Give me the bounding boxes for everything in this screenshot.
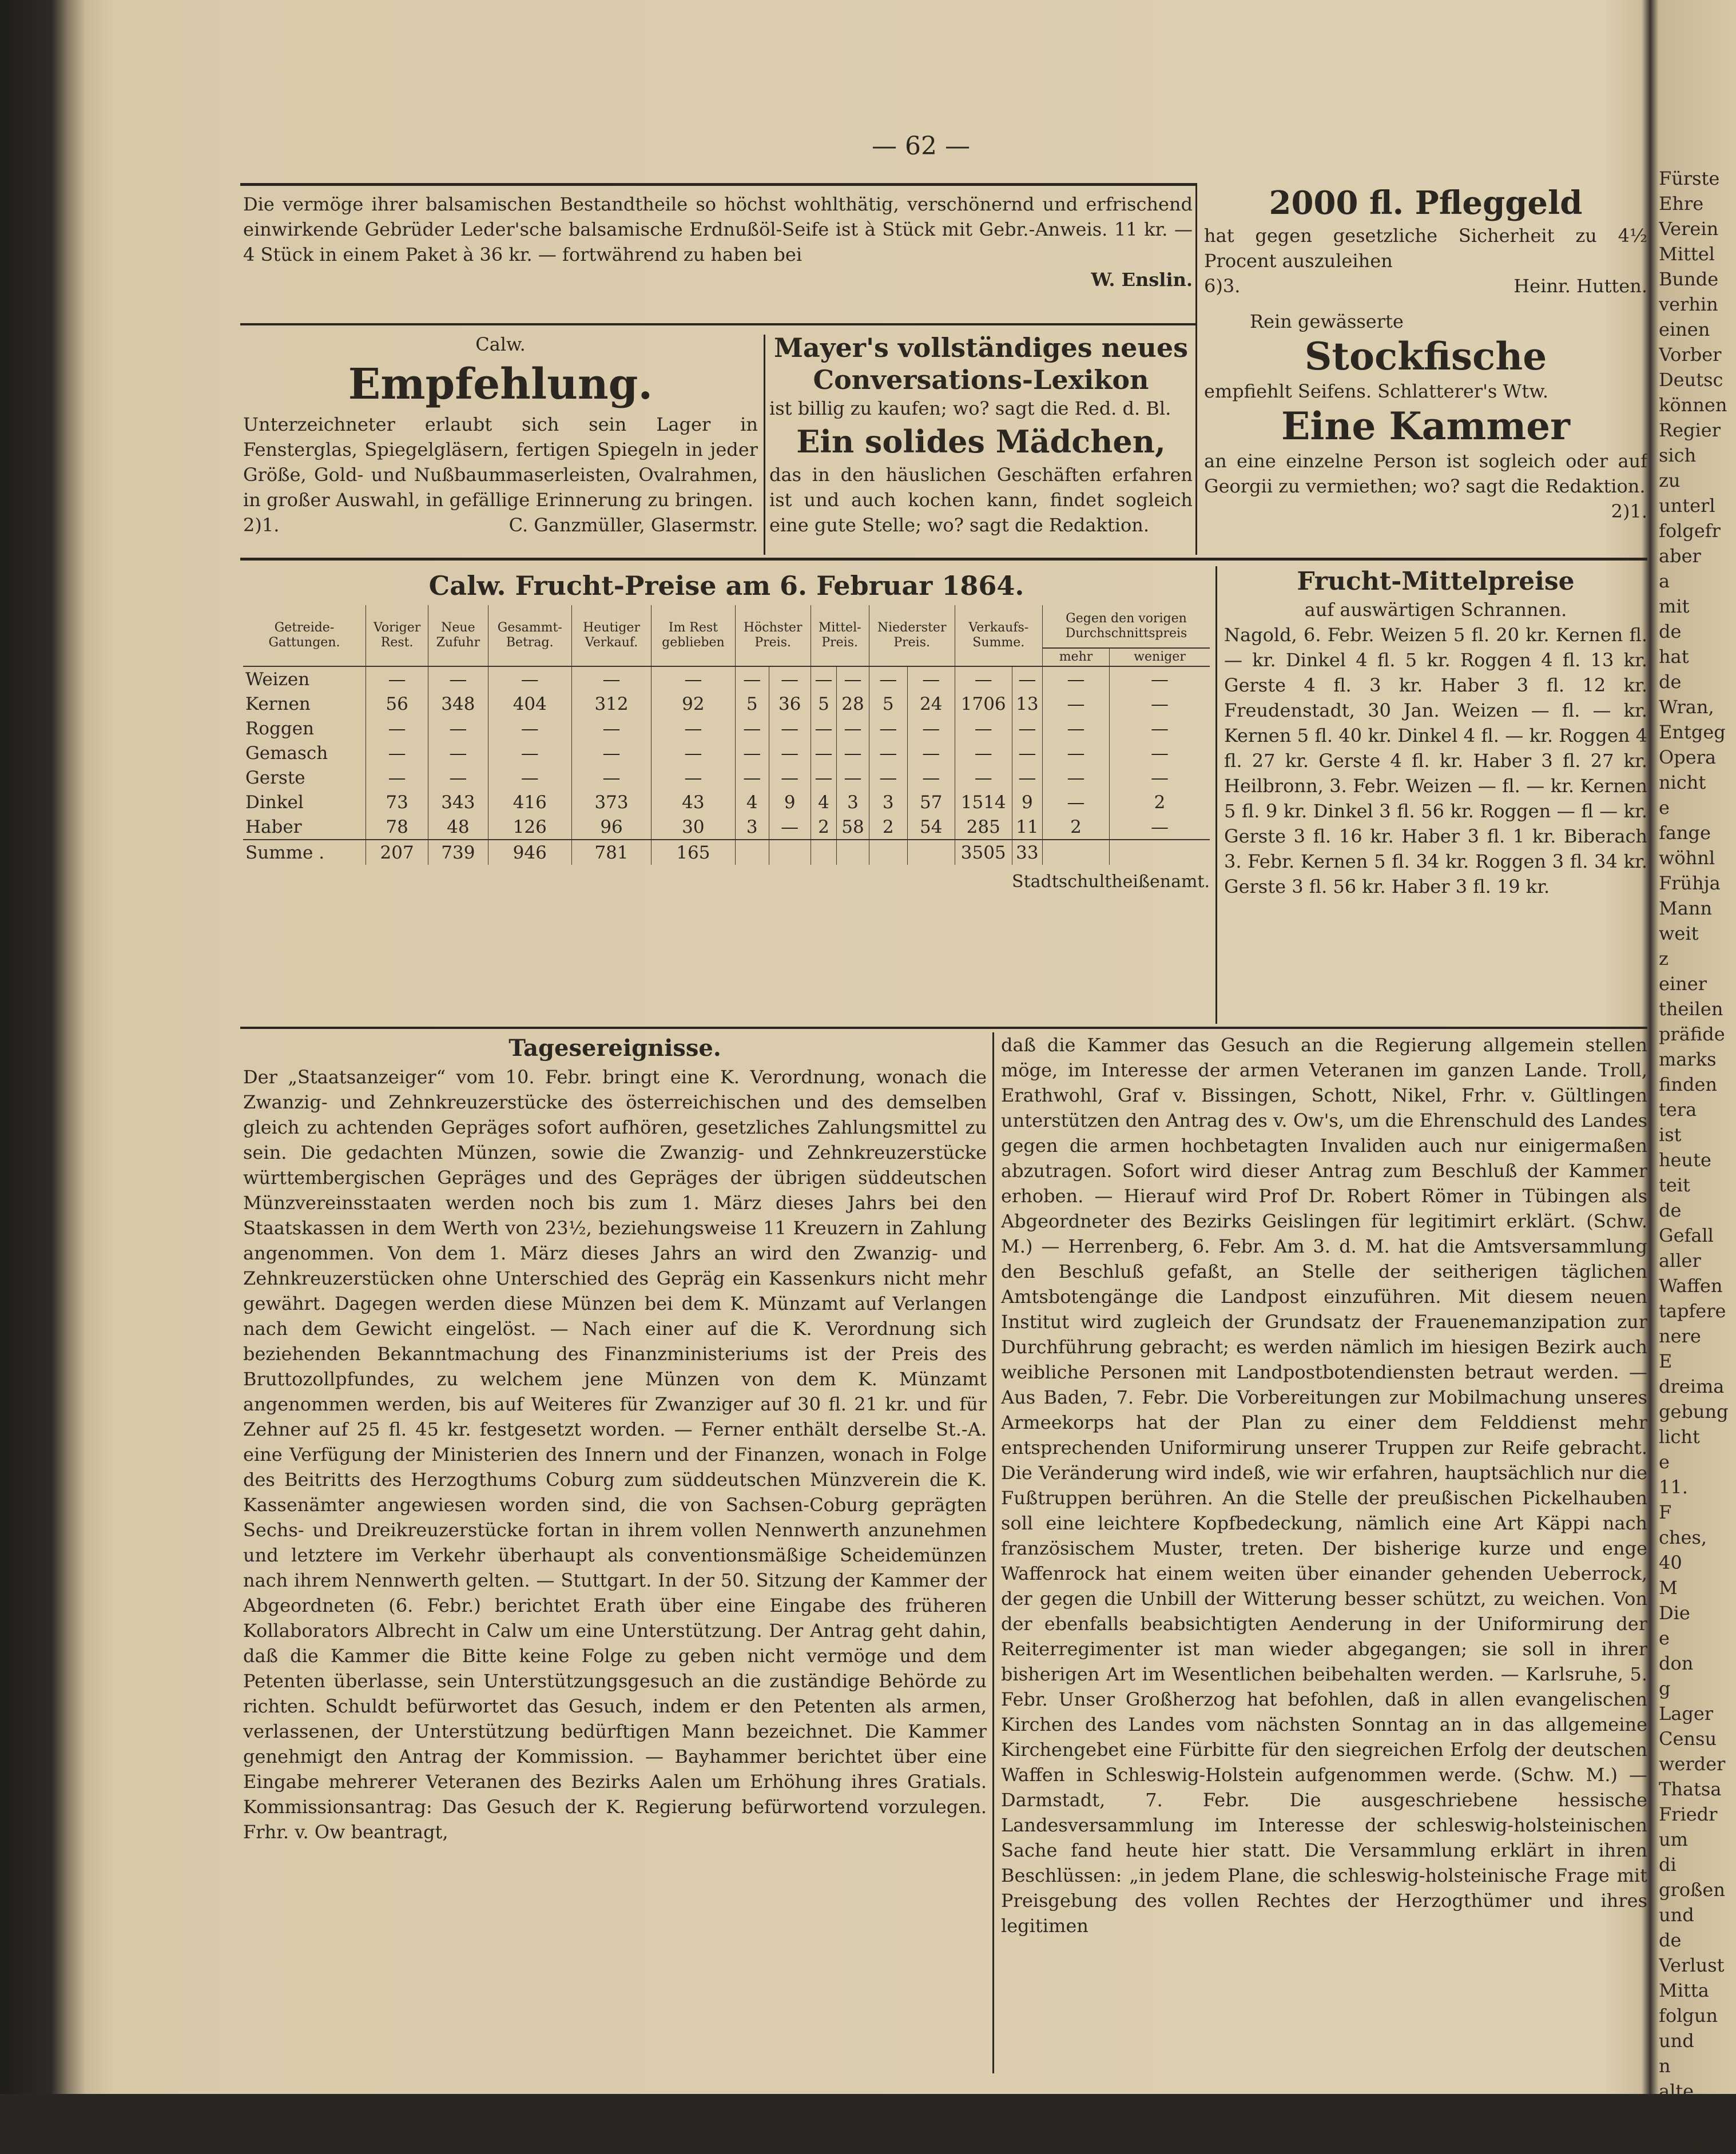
ad-maedchen-text: das in den häuslichen Geschäften erfahren ist und auch kochen kann, findet sogleich eine gute Stelle; wo? sagt die Redaktion. bbox=[769, 464, 1193, 536]
price-cell: 36 bbox=[769, 691, 811, 716]
price-cell: 285 bbox=[955, 814, 1012, 840]
price-cell: 1706 bbox=[955, 691, 1012, 716]
price-cell: 2 bbox=[1042, 814, 1109, 840]
th-zufuhr: Neue Zufuhr bbox=[428, 605, 488, 666]
ad-maedchen-title: Ein solides Mädchen, bbox=[796, 423, 1166, 460]
price-cell: — bbox=[769, 666, 811, 691]
price-cell: — bbox=[869, 765, 907, 790]
price-cell: — bbox=[735, 741, 769, 765]
price-cell: — bbox=[1042, 741, 1109, 765]
price-cell: 3 bbox=[837, 790, 869, 814]
grain-name: Roggen bbox=[245, 718, 315, 739]
price-cell: — bbox=[366, 741, 428, 765]
price-cell: 11 bbox=[1012, 814, 1042, 840]
price-cell: 3 bbox=[735, 814, 769, 840]
news-col1-text: Der „Staatsanzeiger“ vom 10. Febr. bringt eine K. Verordnung, wonach die Zwanzig- und Zehnkreuzerstücke des österreichischen und des demselben gleich zu achtenden Gepräges sofort aufhören, gesetzliches Zahlungsmittel zu sein. Die gedachten Münzen, sowie die Zwanzig- und Zehnkreuzerstücke württembergischen Gepräges und des Gepräges der übrigen süddeutschen Münzvereinsstaaten werden noch bis zum 1. März dieses Jahrs bei den Staatskassen in dem Werth von 23½, beziehungsweise 11 Kreuzern in Zahlung angenommen. Von dem 1. März dieses Jahrs an wird den Zwanzig- und Zehnkreuzerstücken ohne Unterschied des Gepräg ein Kassenkurs nicht mehr gewährt. Dagegen werden diese Münzen bei dem K. Münzamt auf Verlangen nach dem Gewicht eingelöst. — Nach einer auf die K. Verordnung sich beziehenden Bekanntmachung des Finanzministeriums ist der Preis des Bruttozollpfundes, zu welchem jene Münzen von dem K. Münzamt angenommen werden, bis auf Weiteres für Zwanziger auf 30 fl. 21 kr. und für Zehner auf 25 fl. 45 kr. festgesetzt worden. — Ferner enthält derselbe St.-A. eine Verfügung der Ministerien des Innern und der Finanzen, wonach in Folge des Beitritts des Herzogthums Coburg zum süddeutschen Münzverein die K. Kassenämter angewiesen worden sind, die von Sachsen-Coburg geprägten Sechs- und Dreikreuzerstücke fortan in ihrem vollen Nennwerth anzunehmen und letztere im Verkehr überhaupt als conventionsmäßige Scheidemünzen nach ihrem Nennwerth gelten. — Stuttgart. In der 50. Sitzung der Kammer der Abgeordneten (6. Febr.) berichtet Erath über eine Eingabe des früheren Kollaborators Albrecht in Calw um eine Unterstützung. Der Antrag geht dahin, daß die Kammer die Bitte keine Folge zu geben nicht vermöge und dem Petenten überlasse, sein Unterstützungsgesuch an die zuständige Behörde zu richten. Schuldt befürwortet das Gesuch, indem er den Petenten als armen, verlassenen, der Unterstützung bedürftigen Mann bezeichnet. Die Kammer genehmigt den Antrag der Kommission. — Bayhammer berichtet über eine Eingabe mehrerer Veteranen des Bezirks Aalen um Erhöhung ihres Gratials. Kommissionsantrag: Das Gesuch der K. Regierung befürwortend vorzulegen. Frhr. v. Ow beantragt, bbox=[243, 1066, 987, 1843]
price-cell: 946 bbox=[488, 840, 571, 865]
price-cell: 1514 bbox=[955, 790, 1012, 814]
price-cell: 9 bbox=[769, 790, 811, 814]
price-cell: — bbox=[811, 716, 837, 741]
price-row bbox=[243, 716, 1210, 741]
price-cell: — bbox=[955, 741, 1012, 765]
price-cell: — bbox=[955, 666, 1012, 691]
ad-empf-name: C. Ganzmüller, Glasermstr. bbox=[509, 514, 758, 536]
price-cell: 373 bbox=[572, 790, 652, 814]
price-cell: — bbox=[869, 741, 907, 765]
price-cell: — bbox=[907, 741, 955, 765]
ad-kammer-title: Eine Kammer bbox=[1281, 404, 1570, 448]
price-cell: — bbox=[837, 741, 869, 765]
price-cell: — bbox=[735, 765, 769, 790]
price-cell: 5 bbox=[811, 691, 837, 716]
price-cell bbox=[869, 840, 907, 865]
mittelpreise-text: Nagold, 6. Febr. Weizen 5 fl. 20 kr. Kernen fl. — kr. Dinkel 4 fl. 5 kr. Roggen 4 fl. 13 kr. Gerste 4 fl. 3 kr. Haber 3 fl. 12 kr. Freudenstadt, 30 Jan. Weizen — fl. — kr. Kernen 5 fl. 40 kr. Dinkel 4 fl. — kr. Roggen 4 fl. 27 kr. Gerste 4 fl. kr. Haber 3 fl. 27 kr. Heilbronn, 3. Febr. Weizen — fl. — kr. Kernen 5 fl. 9 kr. Dinkel 3 fl. 56 kr. Roggen — fl — kr. Gerste 3 fl. 16 kr. Haber 3 fl. 1 kr. Biberach 3. Febr. Kernen 5 fl. 34 kr. Roggen 3 fl. 34 kr. Gerste 3 fl. 56 kr. Haber 3 fl. 19 kr. bbox=[1224, 624, 1647, 897]
price-cell: — bbox=[366, 716, 428, 741]
price-cell: — bbox=[1110, 814, 1210, 840]
ad-lexikon-title: Mayer's vollständiges neues Conversations-Lexikon bbox=[773, 332, 1188, 395]
ad-rule bbox=[240, 323, 1195, 325]
price-cell: 126 bbox=[488, 814, 571, 840]
ad-empf-title: Empfehlung. bbox=[348, 360, 653, 409]
price-footer: Stadtschultheißenamt. bbox=[1012, 872, 1210, 892]
ad-empf-ref: 2)1. bbox=[243, 514, 280, 536]
th-gattung: Getreide-Gattungen. bbox=[243, 605, 366, 666]
ad-stock-title: Stockfische bbox=[1304, 334, 1547, 379]
price-cell: — bbox=[1042, 716, 1109, 741]
price-cell: — bbox=[811, 666, 837, 691]
ad-empfehlung bbox=[243, 332, 758, 555]
price-cell: 4 bbox=[811, 790, 837, 814]
ad-soap bbox=[243, 192, 1193, 306]
price-cell: — bbox=[652, 765, 736, 790]
ad-pflegegeld-ref: 6)3. bbox=[1204, 275, 1241, 297]
ad-column-rule bbox=[1195, 183, 1197, 555]
price-cell: 5 bbox=[869, 691, 907, 716]
price-cell: — bbox=[366, 765, 428, 790]
mittelpreise-subtitle: auf auswärtigen Schrannen. bbox=[1304, 599, 1567, 621]
page-number: — 62 — bbox=[872, 132, 970, 161]
price-cell: — bbox=[1042, 765, 1109, 790]
price-cell: — bbox=[837, 716, 869, 741]
ad-stock-kammer bbox=[1204, 309, 1647, 555]
news-rule bbox=[240, 1027, 1647, 1029]
price-row bbox=[243, 765, 1210, 790]
price-cell: — bbox=[769, 716, 811, 741]
ad-empf-place: Calw. bbox=[475, 333, 526, 355]
price-cell: — bbox=[488, 741, 571, 765]
price-cell: — bbox=[1042, 691, 1109, 716]
price-cell bbox=[1042, 840, 1109, 865]
price-cell: — bbox=[955, 716, 1012, 741]
price-cell: 2 bbox=[1110, 790, 1210, 814]
price-cell bbox=[769, 840, 811, 865]
th-imrest: Im Rest geblieben bbox=[652, 605, 736, 666]
ad-pflegegeld-name: Heinr. Hutten. bbox=[1513, 275, 1647, 297]
price-cell: — bbox=[1012, 765, 1042, 790]
mittelpreise-section bbox=[1224, 566, 1647, 1024]
price-cell: 78 bbox=[366, 814, 428, 840]
ad-empf-text: Unterzeichneter erlaubt sich sein Lager in Fensterglas, Spiegelgläsern, fertigen Spiegeln in jeder Größe, Gold- und Nußbaummaserleisten, Ovalrahmen, in großer Auswahl, in gefällige Erinnerung zu bringen. bbox=[243, 414, 758, 511]
price-row bbox=[243, 691, 1210, 716]
price-cell: — bbox=[572, 765, 652, 790]
price-cell: 43 bbox=[652, 790, 736, 814]
price-cell: 92 bbox=[652, 691, 736, 716]
price-cell: 9 bbox=[1012, 790, 1042, 814]
th-vergleich: Gegen den vorigen Durchschnittspreis bbox=[1042, 605, 1210, 648]
th-hoechst: Höchster Preis. bbox=[735, 605, 811, 666]
facing-page-edge bbox=[1659, 166, 1736, 2154]
price-cell: — bbox=[769, 741, 811, 765]
price-cell: — bbox=[1110, 691, 1210, 716]
price-cell: — bbox=[1012, 666, 1042, 691]
ad-stock-text: empfiehlt Seifens. Schlatterer's Wtw. bbox=[1204, 380, 1549, 402]
news-col-2 bbox=[1001, 1032, 1647, 2076]
price-cell: 343 bbox=[428, 790, 488, 814]
th-verkauf: Heutiger Verkauf. bbox=[572, 605, 652, 666]
th-rest: Voriger Rest. bbox=[366, 605, 428, 666]
price-cell: 28 bbox=[837, 691, 869, 716]
th-weniger: weniger bbox=[1110, 648, 1210, 666]
price-cell: 24 bbox=[907, 691, 955, 716]
price-title: Calw. Frucht-Preise am 6. Februar 1864. bbox=[428, 570, 1024, 601]
th-gesammt: Gesammt-Betrag. bbox=[488, 605, 571, 666]
section-rule bbox=[240, 558, 1647, 561]
price-cell: — bbox=[428, 741, 488, 765]
th-nieder: Niederster Preis. bbox=[869, 605, 955, 666]
price-cell: — bbox=[955, 765, 1012, 790]
price-cell: — bbox=[837, 666, 869, 691]
price-cell: 165 bbox=[652, 840, 736, 865]
grain-name: Kernen bbox=[245, 693, 311, 714]
grain-name: Dinkel bbox=[245, 792, 304, 813]
price-row bbox=[243, 814, 1210, 840]
price-cell bbox=[811, 840, 837, 865]
price-cell: — bbox=[572, 741, 652, 765]
price-cell: 781 bbox=[572, 840, 652, 865]
price-cell: 2 bbox=[811, 814, 837, 840]
price-cell: 4 bbox=[735, 790, 769, 814]
price-cell bbox=[837, 840, 869, 865]
price-cell: — bbox=[572, 666, 652, 691]
price-cell: — bbox=[428, 666, 488, 691]
price-cell: — bbox=[488, 765, 571, 790]
th-summe: Verkaufs-Summe. bbox=[955, 605, 1042, 666]
price-cell: — bbox=[735, 716, 769, 741]
price-cell: — bbox=[769, 765, 811, 790]
price-cell: — bbox=[652, 666, 736, 691]
price-cell: 207 bbox=[366, 840, 428, 865]
price-cell bbox=[1110, 840, 1210, 865]
price-row bbox=[243, 790, 1210, 814]
ad-pflegegeld-text: hat gegen gesetzliche Sicherheit zu 4½ Procent auszuleihen bbox=[1204, 225, 1647, 272]
price-cell: — bbox=[1012, 716, 1042, 741]
price-cell: 404 bbox=[488, 691, 571, 716]
price-cell bbox=[735, 840, 769, 865]
price-cell: 33 bbox=[1012, 840, 1042, 865]
price-cell: 56 bbox=[366, 691, 428, 716]
ad-pflegegeld-title: 2000 fl. Pfleggeld bbox=[1269, 184, 1583, 222]
th-mehr: mehr bbox=[1042, 648, 1109, 666]
price-cell: — bbox=[652, 741, 736, 765]
grain-name: Haber bbox=[245, 816, 302, 837]
price-cell: — bbox=[869, 666, 907, 691]
top-rule bbox=[240, 183, 1195, 186]
price-cell: 13 bbox=[1012, 691, 1042, 716]
price-cell: — bbox=[907, 765, 955, 790]
price-sum-row bbox=[243, 840, 1210, 865]
price-cell: — bbox=[907, 666, 955, 691]
price-cell: — bbox=[1042, 790, 1109, 814]
ad-kammer-ref: 2)1. bbox=[1611, 500, 1647, 522]
price-cell: — bbox=[488, 666, 571, 691]
price-cell: — bbox=[837, 765, 869, 790]
mittelpreise-title: Frucht-Mittelpreise bbox=[1297, 567, 1575, 596]
price-cell: 54 bbox=[907, 814, 955, 840]
price-section bbox=[243, 566, 1210, 1024]
price-cell: — bbox=[1110, 765, 1210, 790]
grain-name: Summe . bbox=[243, 840, 366, 865]
price-cell: 96 bbox=[572, 814, 652, 840]
grain-name: Gemasch bbox=[245, 742, 328, 764]
price-cell: 30 bbox=[652, 814, 736, 840]
price-cell: 58 bbox=[837, 814, 869, 840]
price-cell: — bbox=[869, 716, 907, 741]
news-col-1 bbox=[243, 1032, 987, 2076]
price-cell: 3 bbox=[869, 790, 907, 814]
price-row bbox=[243, 741, 1210, 765]
price-cell: — bbox=[366, 666, 428, 691]
price-table bbox=[243, 605, 1210, 865]
ad-lexikon-text: ist billig zu kaufen; wo? sagt die Red. d. Bl. bbox=[769, 398, 1171, 419]
price-cell: 3505 bbox=[955, 840, 1012, 865]
price-cell: 73 bbox=[366, 790, 428, 814]
price-cell: — bbox=[1110, 666, 1210, 691]
price-cell: 57 bbox=[907, 790, 955, 814]
price-cell: 2 bbox=[869, 814, 907, 840]
price-cell: — bbox=[735, 666, 769, 691]
price-cell: — bbox=[652, 716, 736, 741]
ad-soap-seller: W. Enslin. bbox=[1091, 269, 1193, 291]
ad-lexikon-maedchen bbox=[769, 332, 1193, 555]
price-cell: — bbox=[572, 716, 652, 741]
price-cell: — bbox=[1012, 741, 1042, 765]
price-cell: 416 bbox=[488, 790, 571, 814]
ad-column-rule-2 bbox=[764, 335, 765, 555]
price-cell: — bbox=[428, 716, 488, 741]
ad-soap-text: Die vermöge ihrer balsamischen Bestandtheile so höchst wohlthätig, verschönernd und erfrischend einwirkende Gebrüder Leder'sche balsamische Erdnußöl-Seife ist à Stück mit Gebr.-Anweis. 11 kr. — 4 Stück in einem Paket à 36 kr. — fortwährend zu haben bei bbox=[243, 193, 1193, 265]
price-cell: — bbox=[428, 765, 488, 790]
ad-stock-pre: Rein gewässerte bbox=[1250, 311, 1404, 332]
price-cell: 48 bbox=[428, 814, 488, 840]
ad-pflegegeld bbox=[1204, 183, 1647, 297]
ad-kammer-text: an eine einzelne Person ist sogleich oder auf Georgii zu vermiethen; wo? sagt die Redaktion. bbox=[1204, 450, 1647, 497]
price-cell: — bbox=[811, 741, 837, 765]
price-cell: 312 bbox=[572, 691, 652, 716]
price-cell: — bbox=[907, 716, 955, 741]
grain-name: Gerste bbox=[245, 767, 305, 788]
grain-name: Weizen bbox=[245, 669, 310, 690]
price-row bbox=[243, 666, 1210, 691]
price-cell: — bbox=[1110, 741, 1210, 765]
news-column-rule bbox=[992, 1032, 994, 2073]
price-column-rule bbox=[1215, 566, 1217, 1024]
price-cell: — bbox=[488, 716, 571, 741]
price-cell: — bbox=[811, 765, 837, 790]
newspaper-page bbox=[86, 17, 1647, 2076]
price-cell: 739 bbox=[428, 840, 488, 865]
news-title: Tagesereignisse. bbox=[509, 1035, 721, 1062]
facing-page-text: Fürste Ehre Verein Mittel Bunde verhin einen Vorber Deutsc können Regier sich zu unterl folgefr aber a mit de hat de Wran, Entgeg Opera nicht e fange wöhnl Frühja Mann weit z einer theilen präfide marks finden tera ist heute teit de Gefall aller Waffen tapfere nere E dreima gebung licht e 11. F ches, 40 M Die e don g Lager Censu werder Thatsa Friedr um di großen und de Verlust Mitta folgun und n alte S Kupfer bbox=[1659, 168, 1729, 2152]
price-cell: — bbox=[769, 814, 811, 840]
news-col2-text: daß die Kammer das Gesuch an die Regierung allgemein stellen möge, im Interesse der armen Veteranen im ganzen Lande. Troll, Erathwohl, Graf v. Bissingen, Schott, Nikel, Frhr. v. Gültlingen unterstützen den Antrag des v. Ow's, um die Ehrenschuld des Landes gegen die armen hochbetagten Invaliden auch nur einigermaßen abzutragen. Sofort wird dieser Antrag zum Beschluß der Kammer erhoben. — Hierauf wird Prof Dr. Robert Römer in Tübingen als Abgeordneter des Bezirks Geislingen für legitimirt erklärt. (Schw. M.) — Herrenberg, 6. Febr. Am 3. d. M. hat die Amtsversammlung den Beschluß gefaßt, an Stelle der seitherigen täglichen Amtsbotengänge die Landpost einzuführen. Mit diesem neuen Institut wird zugleich der Grundsatz der Frauenemanzipation zur Durchführung gebracht; es werden nämlich im hiesigen Bezirk auch weibliche Personen mit Landpostbotendiensten betraut werden. — Aus Baden, 7. Febr. Die Vorbereitungen zur Mobilmachung unseres Armeekorps hat der Plan zu einer dem Felddienst mehr entsprechenden Uniformirung unserer Truppen zur Reife gebracht. Die Veränderung wird indeß, wie wir erfahren, hauptsächlich nur die Fußtruppen berühren. An die Stelle der preußischen Pickelhauben soll eine leichtere Kopfbedeckung, nämlich eine Art Käppi nach französischem Muster, treten. Der bisherige kurze und enge Waffenrock hat einem weiten über einander gehenden Ueberrock, der gegen die Unbill der Witterung besser schützt, zu weichen. Von der ebenfalls beabsichtigten Aenderung in der Uniformirung der Reiterregimenter ist man wieder abgegangen; sie soll in ihrer bisherigen Art im Wesentlichen beibehalten werden. — Karlsruhe, 5. Febr. Unser Großherzog hat befohlen, daß in allen evangelischen Kirchen des Landes vom nächsten Sonntag an in das allgemeine Kirchengebet eine Fürbitte für den siegreichen Erfolg der deutschen Waffen in Schleswig-Holstein aufgenommen werde. (Schw. M.) — Darmstadt, 7. Febr. Die ausgeschriebene hessische Landesversammlung im Interesse der schleswig-holsteinischen Sache fand heute hier statt. Die Versammlung erklärt in ihren Beschlüssen: „in jedem Plane, die schleswig-holsteinische Frage mit Preisgebung des vollen Rechtes der Herzogthümer und ihres legitimen bbox=[1001, 1034, 1647, 1937]
price-cell: 5 bbox=[735, 691, 769, 716]
th-mittel: Mittel-Preis. bbox=[811, 605, 869, 666]
price-cell bbox=[907, 840, 955, 865]
price-cell: — bbox=[1110, 716, 1210, 741]
price-cell: 348 bbox=[428, 691, 488, 716]
price-cell: — bbox=[1042, 666, 1109, 691]
